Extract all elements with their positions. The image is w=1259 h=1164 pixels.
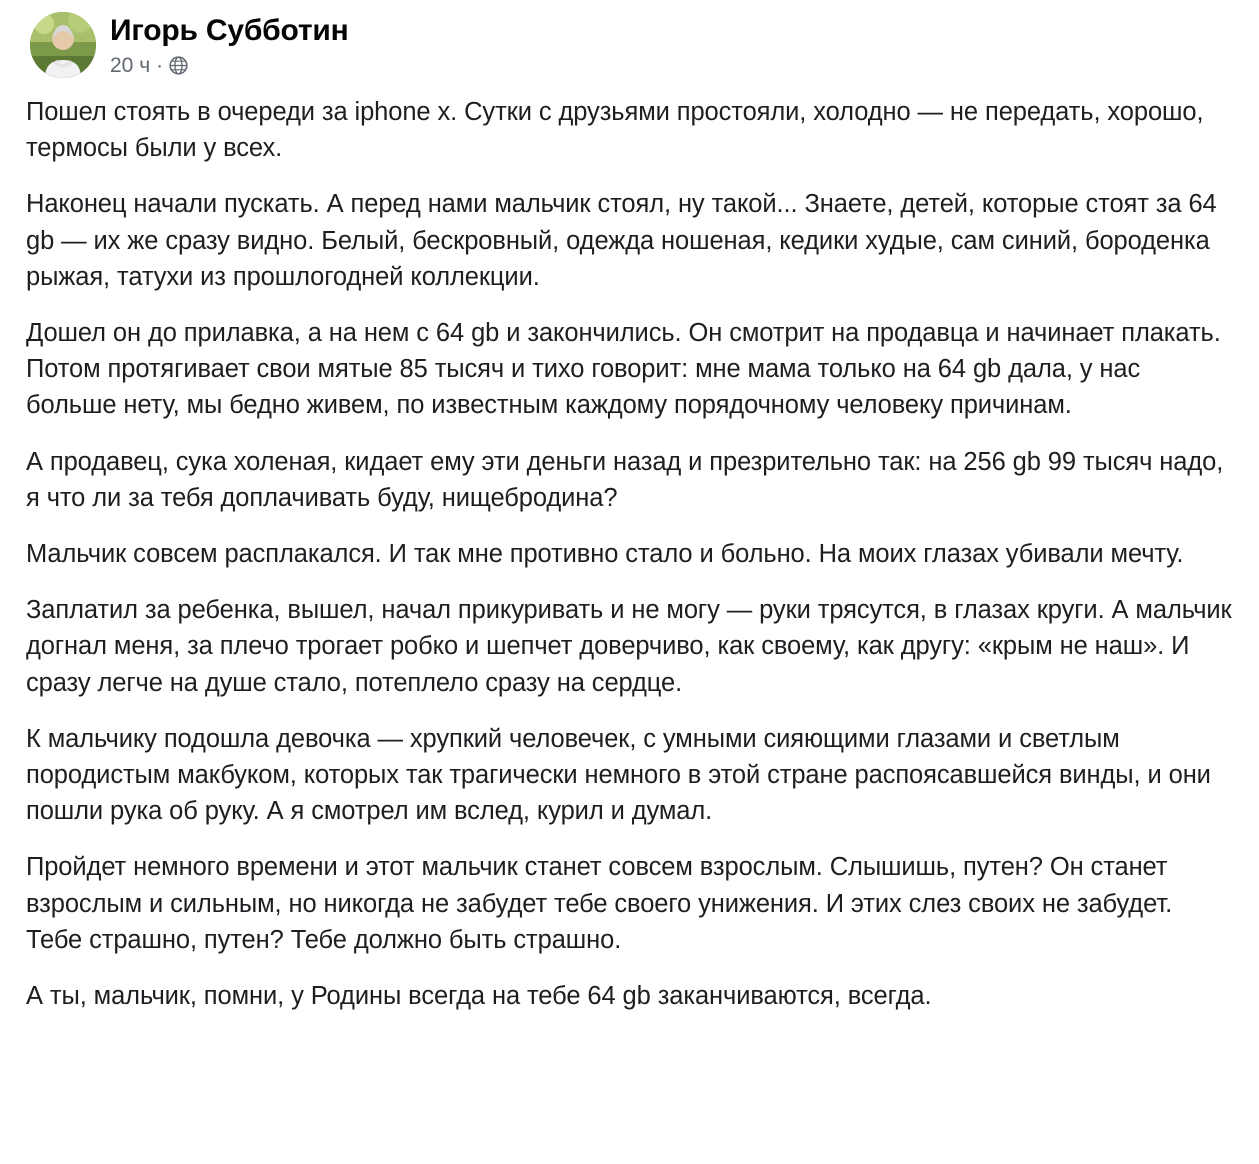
post-body bbox=[22, 88, 1237, 1014]
avatar[interactable] bbox=[30, 12, 96, 78]
post-paragraph: Пошел стоять в очереди за iphone x. Сутки с друзьями простояли, холодно — не передать, хорошо, термосы были у всех. bbox=[26, 98, 1204, 163]
post-header bbox=[22, 10, 1237, 88]
post-meta bbox=[110, 54, 349, 77]
post-paragraph: А ты, мальчик, помни, у Родины всегда на тебе 64 gb заканчиваются, всегда. bbox=[26, 982, 932, 1011]
post-paragraph: Дошел он до прилавка, а на нем с 64 gb и закончились. Он смотрит на продавца и начинает плакать. Потом протягивает свои мятые 85 тысяч и тихо говорит: мне мама только на 64 gb дала, у нас больше нету, мы бедно живем, по известным каждому порядочному человеку причинам. bbox=[26, 319, 1221, 420]
post-paragraph: А продавец, сука холеная, кидает ему эти деньги назад и презрительно так: на 256 gb 99 тысяч надо, я что ли за тебя доплачивать буду, нищебродина? bbox=[26, 447, 1224, 512]
post-header-text bbox=[110, 12, 349, 77]
post-paragraph: К мальчику подошла девочка — хрупкий человечек, с умными сияющими глазами и светлым породистым макбуком, которых так трагически немного в этой стране распоясавшейся винды, и они пошли рука об руку. А я смотрел им вслед, курил и думал. bbox=[26, 724, 1211, 826]
post-paragraph: Заплатил за ребенка, вышел, начал прикуривать и не могу — руки трясутся, в глазах круги. А мальчик догнал меня, за плечо трогает робко и шепчет доверчиво, как своему, как другу: «крым не наш». И сразу легче на душе стало, потеплело сразу на сердце. bbox=[26, 596, 1232, 697]
meta-separator: · bbox=[156, 53, 164, 77]
post-paragraph: Наконец начали пускать. А перед нами мальчик стоял, ну такой... Знаете, детей, которые стоят за 64 gb — их же сразу видно. Белый, бескровный, одежда ношеная, кедики худые, сам синий, бороденка рыжая, татухи из прошлогодней коллекции. bbox=[26, 190, 1217, 291]
post-paragraph: Пройдет немного времени и этот мальчик станет совсем взрослым. Слышишь, путен? Он станет взрослым и сильным, но никогда не забудет тебе своего унижения. И этих слез своих не забудет. Тебе страшно, путен? Тебе должно быть страшно. bbox=[26, 853, 1173, 954]
post-timestamp[interactable]: 20 ч bbox=[110, 53, 151, 77]
globe-icon[interactable] bbox=[169, 56, 188, 75]
author-name[interactable]: Игорь Субботин bbox=[110, 14, 349, 47]
post-paragraph: Мальчик совсем расплакался. И так мне противно стало и больно. На моих глазах убивали мечту. bbox=[26, 540, 1184, 569]
